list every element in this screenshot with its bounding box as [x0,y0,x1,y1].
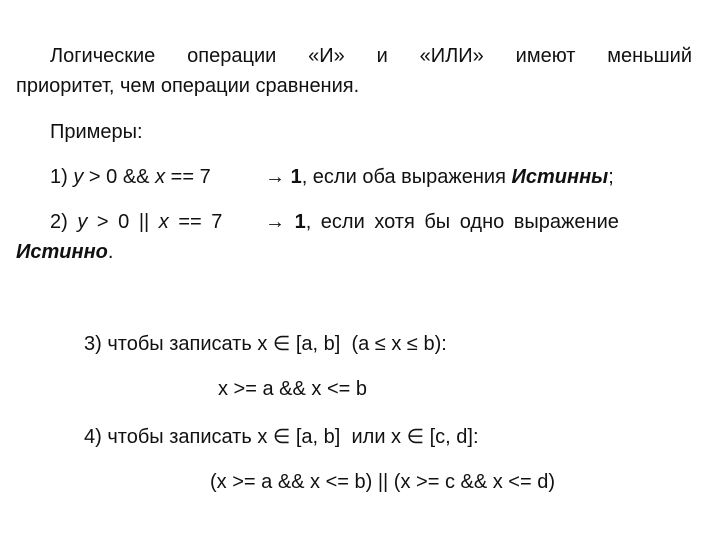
example-2-one: 1 [294,211,306,233]
example-3-code [218,377,367,401]
example-2 [50,210,222,234]
example-1 [50,165,211,189]
example-2-line-2 [16,240,113,264]
example-3-interval: [a, b] [295,333,341,355]
example-1-end: ; [608,166,614,188]
example-4-or: или x [351,426,402,448]
arrow-icon: → [265,166,285,188]
example-2-word: Истинно [16,241,108,263]
example-4-label: 4) чтобы записать x [84,426,268,448]
intro-line-2 [16,74,359,98]
example-4 [84,425,479,449]
arrow-icon: → [265,211,285,233]
example-2-text: , если хотя бы одно выражение [305,211,619,233]
example-2-gt0: > 0 || [96,211,150,233]
example-1-var-x: x [155,166,166,188]
example-3 [84,332,447,356]
example-3-code-text: x >= a && x <= b [218,378,367,400]
example-4-code [210,470,555,494]
example-2-var-x: x [158,211,169,233]
element-of-icon: ∈ [406,426,425,448]
examples-title [50,120,143,144]
example-1-gt0: > 0 && [88,166,150,188]
example-2-var-y: y [77,211,88,233]
example-1-number: 1) [50,166,68,188]
example-1-result [265,165,614,189]
example-2-number: 2) [50,211,68,233]
example-3-label: 3) чтобы записать x [84,333,268,355]
example-1-var-y: y [73,166,84,188]
example-1-word: Истинны [511,166,609,188]
intro-line-1 [50,44,692,68]
example-2-result [265,210,619,234]
intro-text-1: Логические операции «И» и «ИЛИ» имеют меньший [50,45,692,67]
examples-title-text: Примеры: [50,121,143,143]
intro-text-2: приоритет, чем операции сравнения. [16,75,360,97]
example-2-end: . [107,241,114,263]
example-1-text: , если оба выражения [301,166,506,188]
element-of-icon: ∈ [272,333,291,355]
example-2-eq7: == 7 [178,211,223,233]
element-of-icon: ∈ [272,426,291,448]
example-1-one: 1 [290,166,302,188]
example-3-condition: (a ≤ x ≤ b): [351,333,447,355]
example-4-interval-2: [c, d]: [429,426,479,448]
example-1-eq7: == 7 [170,166,211,188]
example-4-interval-1: [a, b] [295,426,341,448]
example-4-code-text: (x >= a && x <= b) || (x >= c && x <= d) [210,471,555,493]
